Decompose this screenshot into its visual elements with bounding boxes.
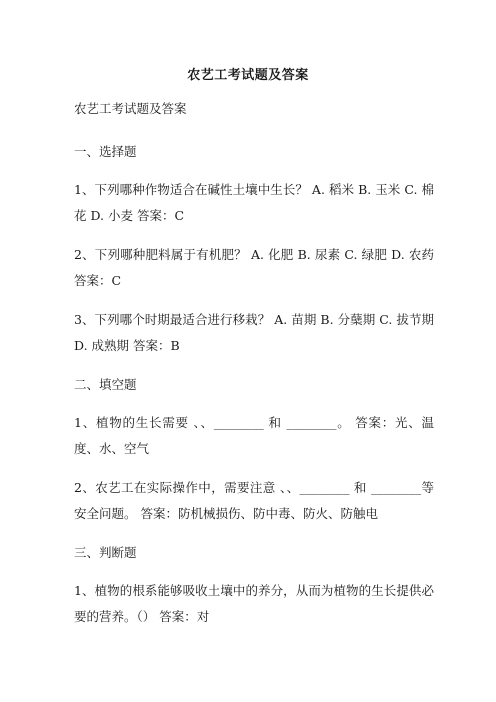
question-choice-2: 2、下列哪种肥料属于有机肥？ A. 化肥 B. 尿素 C. 绿肥 D. 农药 答案：C [74, 247, 434, 288]
section-heading-judge: 三、判断题 [74, 545, 137, 560]
question-choice-3: 3、下列哪个时期最适合进行移栽？ A. 苗期 B. 分蘖期 C. 拔节期 D. 成熟期 答案：B [74, 312, 434, 353]
document-title: 农艺工考试题及答案 [187, 68, 309, 83]
question-judge-1: 1、植物的根系能够吸收土壤中的养分，从而为植物的生长提供必要的营养。（） 答案：对 [74, 583, 434, 624]
section-heading-choice: 一、选择题 [74, 144, 137, 159]
question-fill-1: 1、植物的生长需要 、、________ 和 ________。 答案：光、温度、水、空气 [74, 415, 434, 456]
question-fill-2: 2、农艺工在实际操作中，需要注意 、、________ 和 ________等安全问题。 答案：防机械损伤、防中毒、防火、防触电 [74, 480, 434, 521]
document-subtitle: 农艺工考试题及答案 [74, 101, 187, 116]
question-choice-1: 1、下列哪种作物适合在碱性土壤中生长？ A. 稻米 B. 玉米 C. 棉花 D. 小麦 答案：C [74, 182, 434, 223]
section-heading-fill: 二、填空题 [74, 377, 137, 392]
